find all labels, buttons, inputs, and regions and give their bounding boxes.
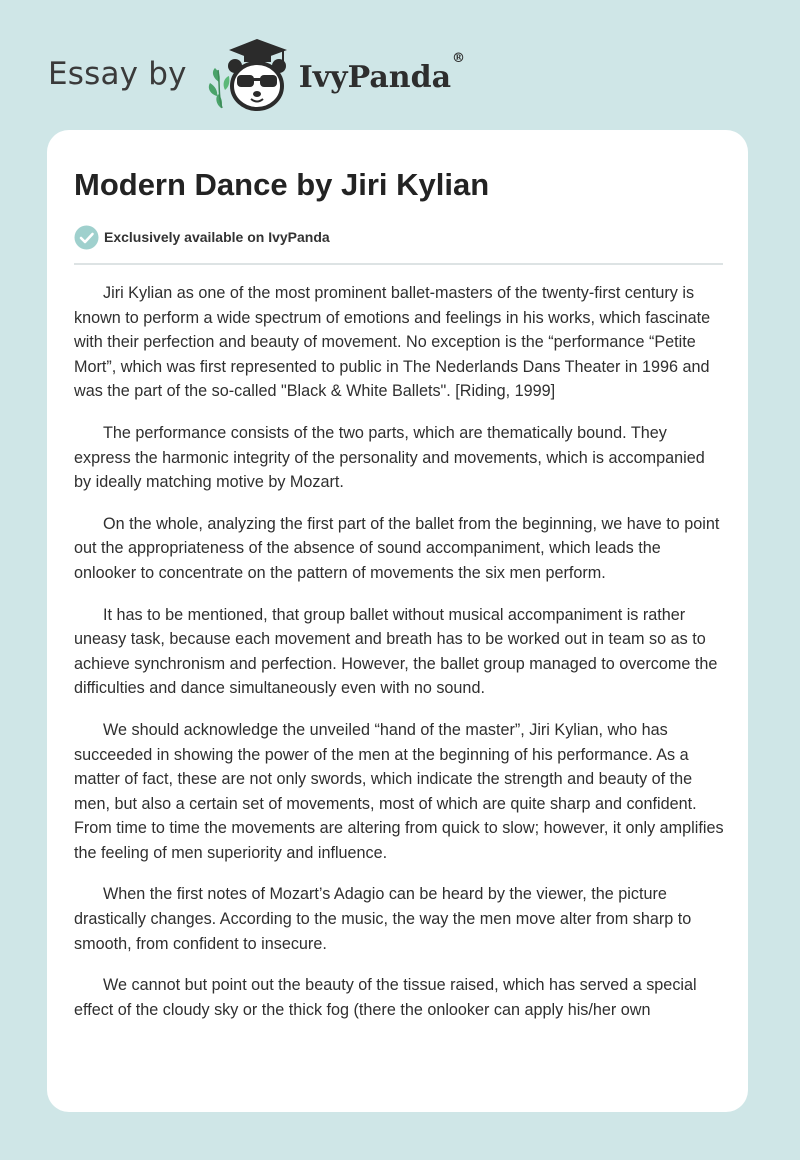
essay-body [74, 281, 722, 1022]
exclusive-badge [74, 223, 722, 251]
ivy-leaf-icon [209, 68, 230, 108]
site-header [48, 34, 465, 114]
panda-graduate-icon[interactable] [203, 34, 295, 114]
essay-by-label: Essay by [48, 56, 187, 92]
paragraph: The performance consists of the two parts, which are thematically bound. They express the harmonic integrity of the personality and movements, which is accompanied by ideally matching motive by Mozart. [74, 423, 705, 492]
paragraph: On the whole, analyzing the first part of the ballet from the beginning, we have to point out the appropriateness of the absence of sound accompaniment, which leads the onlooker to concentrate on the pattern of movements the six men perform. [74, 514, 720, 582]
brand-text: IvyPanda [298, 59, 452, 95]
paragraph: It has to be mentioned, that group ballet without musical accompaniment is rather uneasy task, because each movement and breath has to be worked out in team so as to achieve synchronism and perfection. However, the ballet group managed to overcome the difficulties and dance simultaneously even with no sound. [74, 605, 718, 698]
paragraph: When the first notes of Mozart’s Adagio can be heard by the viewer, the picture drastically changes. According to the music, the way the men move alter from sharp to smooth, from confident to insecure. [74, 885, 692, 953]
check-circle-icon [74, 225, 99, 250]
brand-name[interactable] [298, 50, 466, 95]
paragraph: We cannot but point out the beauty of the tissue raised, which has served a special effect of the cloudy sky or the thick fog (there the onlooker can apply his/her own [74, 976, 697, 1019]
paragraph: We should acknowledge the unveiled “hand of the master”, Jiri Kylian, who has succeeded in showing the power of the men at the beginning of his performance. As a matter of fact, these are not only swords, which indicate the strength and beauty of the men, but also a certain set of movements, most of which are quite sharp and confident. From time to time the movements are altering from quick to slow; however, it only amplifies the feeling of men superiority and influence. [74, 720, 724, 862]
paragraph: Jiri Kylian as one of the most prominent ballet-masters of the twenty-first century is known to perform a wide spectrum of emotions and feelings in his works, which fascinate with their perfection and beauty of movement. No exception is the “performance “Petite Mort”, which was first represented to public in The Nederlands Dans Theater in 1996 and was the part of the so-called "Black & White Ballets". [Riding, 1999] [74, 284, 711, 401]
page-title: Modern Dance by Jiri Kylian [74, 167, 490, 202]
exclusive-badge-text: Exclusively available on IvyPanda [104, 229, 330, 245]
essay-card [47, 130, 748, 1112]
registered-mark: ® [452, 50, 466, 66]
divider [74, 263, 723, 265]
